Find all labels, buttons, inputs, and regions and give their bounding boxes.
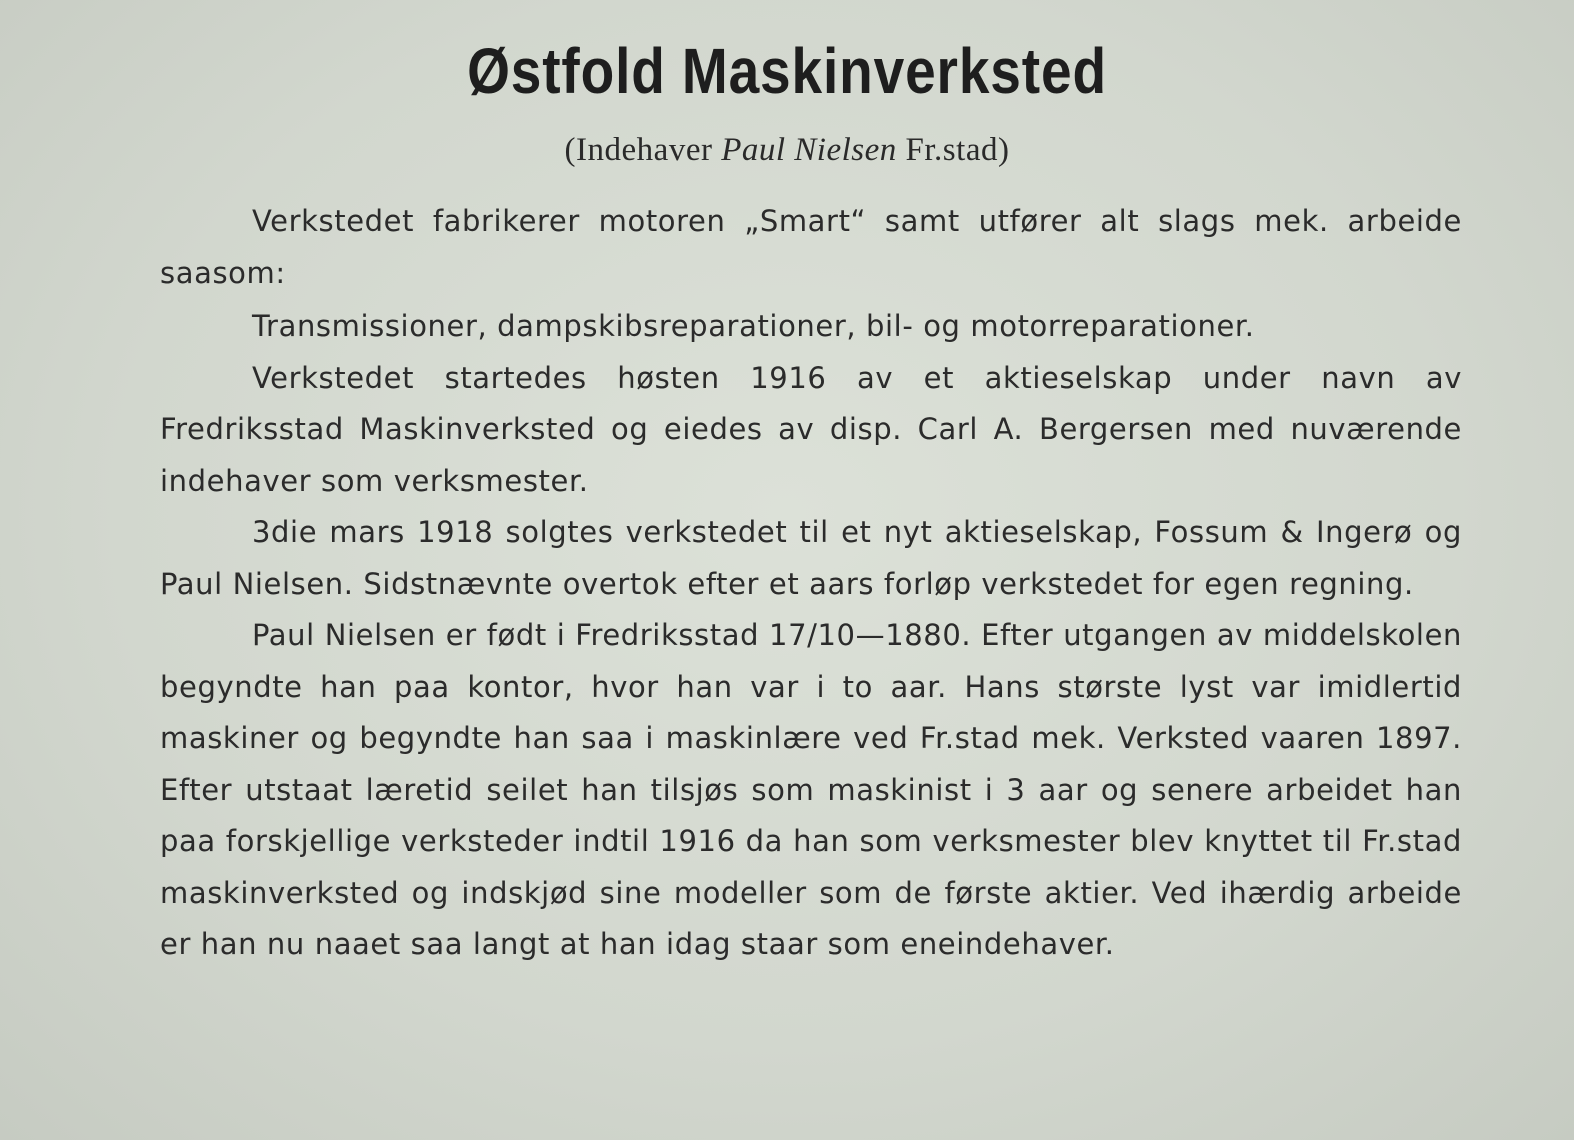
page-title: Østfold Maskinverksted <box>467 35 1107 107</box>
paragraph-biography: Paul Nielsen er født i Fredriksstad 17/10—1880. Efter utgangen av middelskolen begyndte han paa kontor, hvor han var i to aar. Hans største lyst var imidlertid maskiner og begyndte han saa i maskinlære ved Fr.stad mek. Verksted vaaren 1897. Efter utstaat læretid seilet han tilsjøs som maskinist i 3 aar og senere arbeidet han paa forskjellige verksteder indtil 1916 da han som verksmester blev knyttet til Fr.stad maskinverksted og indskjød sine modeller som de første aktier. Ved ihærdig arbeide er han nu naaet saa langt at han idag staar som eneindehaver. <box>160 618 1462 961</box>
article-body <box>160 196 1462 971</box>
paragraph-founding: Verkstedet startedes høsten 1916 av et aktieselskap under navn av Fredriksstad Maskinverksted og eiedes av disp. Carl A. Bergersen med nuværende indehaver som verksmester. <box>160 360 1462 498</box>
subtitle-prefix: (Indehaver <box>564 132 722 168</box>
paragraph-intro: Verkstedet fabrikerer motoren „Smart“ samt utfører alt slags mek. arbeide saasom: <box>160 204 1462 290</box>
owner-name: Paul Nielsen <box>721 132 897 168</box>
paragraph-services: Transmissioner, dampskibsreparationer, bil- og motorreparationer. <box>252 309 1255 343</box>
paragraph-sale: 3die mars 1918 solgtes verkstedet til et nyt aktieselskap, Fossum & Ingerø og Paul Nielsen. Sidstnævnte overtok efter et aars forløp verkstedet for egen regning. <box>160 515 1462 601</box>
subtitle-suffix: Fr.stad) <box>896 132 1010 168</box>
page-subtitle <box>0 132 1574 169</box>
